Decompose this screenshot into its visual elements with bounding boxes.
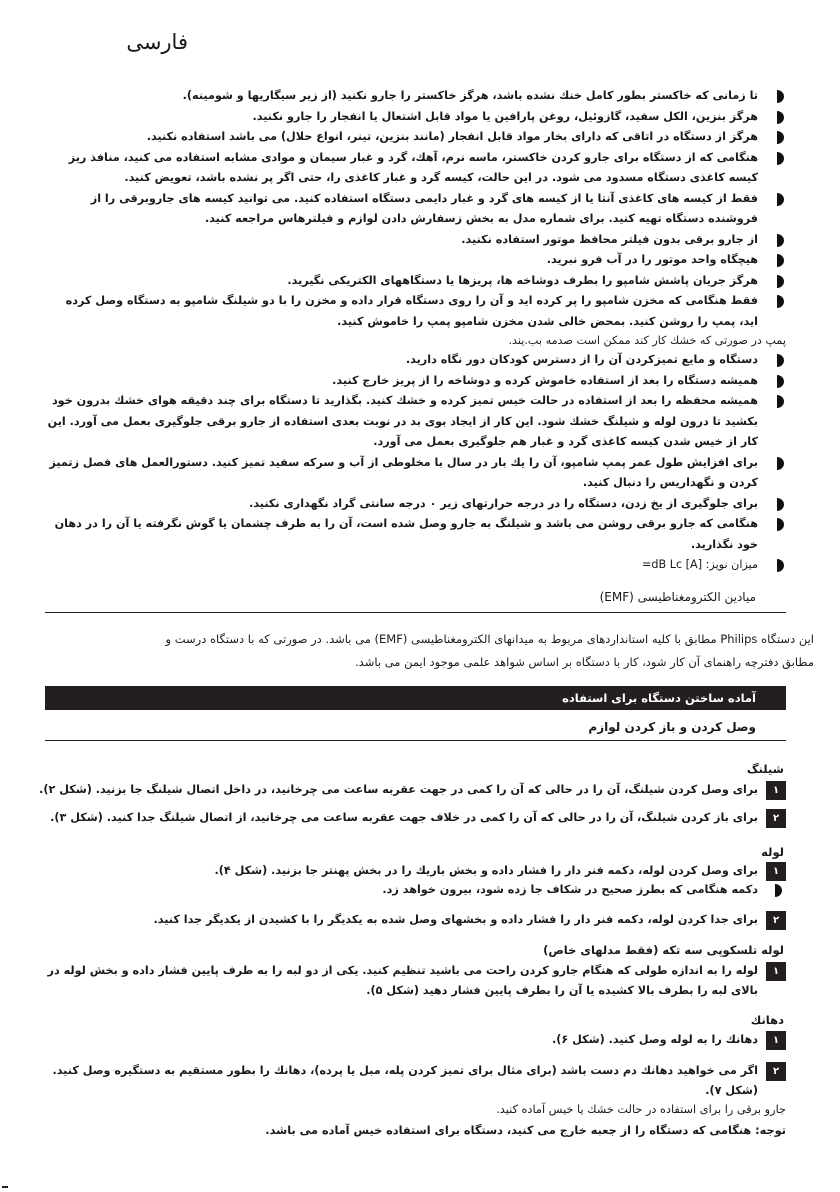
emf-paragraph-line: این دستگاه Philips مطابق با کلیه استانداردهای مربوط به میدانهای الکترومغناطیسی (EMF) می باشد. در صورتی که با دستگاه درست و (165, 632, 814, 646)
emf-paragraph (44, 628, 814, 674)
list-item-text: تا زمانی که خاکستر بطور کامل خنك نشده باشد، هرگز خاکستر را جارو نکنید (از زیر سیگاریها و شومینه). (182, 89, 758, 102)
crop-mark (2, 1186, 8, 1188)
list-item-text: هنگامی که از دستگاه برای جارو کردن خاکستر، ماسه نرم، آهك، گرد و غبار سیمان و موادی مشابه استفاده می کنید، منافذ ریز کیسه کاغذی دستگاه مسدود می شود. در این حالت، کیسه گرد و غبار کاغذی را، حتی اگر پر نشده باشد، تعویض کنید. (68, 150, 758, 184)
emf-paragraph-line: مطابق دفترچه راهنمای آن کار شود، کار با دستگاه بر اساس شواهد علمی موجود ایمن می باشد. (355, 655, 814, 669)
step-item (26, 780, 786, 800)
list-item (44, 371, 786, 392)
bullet-icon (777, 295, 784, 308)
list-item (44, 250, 786, 271)
telescopic-heading: لوله تلسکوپی سه تکه (فقط مدلهای خاص) (543, 943, 784, 957)
step-number-badge: ۲ (766, 911, 786, 930)
step-number-badge: ۱ (766, 962, 786, 981)
note-text: توجه: هنگامی که دستگاه را از جعبه خارج می کنید، دستگاه برای استفاده خیس آماده می باشد. (265, 1124, 786, 1137)
list-item (44, 230, 786, 251)
list-item-text: برای افزایش طول عمر پمپ شامپو، آن را یك بار در سال با مخلوطی از آب و سرکه سفید تمیز کنید. دستورالعمل های فصل زتمیز کردن و نگهداریس را دنبال کنید. (49, 455, 758, 489)
subsection-title: وصل کردن و باز کردن لوازم (588, 720, 756, 734)
step-number-badge: ۱ (766, 862, 786, 881)
list-item-text: همیشه محفظه را بعد از استفاده در حالت خیس تمیز کرده و خشك کنید. بگذارید تا دستگاه برای چند دقیقه هوای خشك بدرون خود بکشید تا درون لوله و شیلنگ خشك شود. این کار از ایجاد بوی بد در نوبت بعدی استفاده از جارو برقی جلوگیری بعمل می آورد. این کار از خیس شدن کیسه کاغذی گرد و غبار هم جلوگیری بعمل می آورد. (47, 394, 758, 448)
bullet-icon (777, 395, 784, 408)
step-item (26, 1061, 786, 1101)
list-item-text: فقط از کیسه های کاغذی آنتا یا از کیسه های گرد و غبار دایمی دستگاه استفاده کنید. می توانید کیسه های جاروبرقی را از فروشنده دستگاه تهیه کنید. برای شماره مدل به بخش زسفارش دادن لوازم و فیلترهاس مراجعه کنید. (90, 191, 758, 225)
hose-heading: شیلنگ (746, 762, 784, 776)
step-number-badge: ۱ (766, 1031, 786, 1050)
step-item (26, 1030, 786, 1050)
list-item (44, 555, 786, 576)
bullet-icon (777, 193, 784, 206)
section-header-bar: آماده ساختن دستگاه برای استفاده (45, 686, 786, 710)
tube-heading: لوله (761, 845, 784, 859)
bullet-icon (777, 234, 784, 247)
list-item-text: هرگز بنزین، الکل سفید، گازوئیل، روغن پارافین یا مواد قابل اشتعال یا انفجار را جارو نکنید. (252, 109, 758, 123)
list-item (44, 189, 786, 230)
list-item (44, 86, 786, 107)
bullet-icon (777, 131, 784, 144)
bullet-icon (777, 152, 784, 165)
list-item-text: از جارو برقی بدون فیلتر محافظ موتور استفاده نکنید. (461, 232, 758, 246)
page-language-title: فارسی (126, 30, 188, 54)
list-item-text: فقط هنگامی که مخزن شامپو را پر کرده اید و آن را روی دستگاه قرار داده و مخزن را با دو شیلنگ شامپو به دستگاه وصل کرده اید، پمپ را روشن کنید. بمحض خالی شدن مخزن شامپو پمپ را خاموش کنید. (65, 294, 758, 328)
divider (45, 740, 786, 741)
list-item (44, 107, 786, 128)
divider (45, 612, 786, 613)
bullet-icon (777, 498, 784, 511)
step-text: برای وصل کردن شیلنگ، آن را در حالی که آن را کمی در جهت عقربه ساعت می چرخانید، در داخل اتصال شیلنگ جا بزنید. (شکل ۲). (39, 783, 758, 796)
bullet-icon (777, 518, 784, 531)
bullet-icon (777, 559, 784, 572)
noise-level-text: میزان نویز: [A] dB Lc= (642, 558, 758, 571)
pump-note: پمپ در صورتی که خشك کار کند ممکن است صدمه بب.یند. (508, 334, 786, 347)
emf-heading: میادین الکترومغناطیسی (EMF) (599, 590, 756, 604)
step-number-badge: ۲ (766, 809, 786, 828)
list-item (44, 291, 786, 332)
list-item-text: هرگز جریان پاشش شامپو را بطرف دوشاخه ها، پریزها یا دستگاههای الکتریکی نگیرید. (287, 273, 758, 287)
bullet-icon (775, 884, 782, 897)
list-item (44, 271, 786, 292)
sub-bullet-text: دکمه هنگامی که بطرز صحیح در شکاف جا زده شود، بیرون خواهد زد. (382, 883, 758, 896)
step-text: دهانك را به لوله وصل کنید. (شکل ۶). (552, 1033, 758, 1046)
step-item (26, 961, 786, 1001)
nozzle-heading: دهانك (750, 1013, 784, 1027)
list-item (44, 453, 786, 494)
list-item (44, 514, 786, 555)
step-number-badge: ۲ (766, 1062, 786, 1081)
bullet-icon (777, 275, 784, 288)
list-item-text: برای جلوگیری از یخ زدن، دستگاه را در درجه حرارتهای زیر ۰ درجه سانتی گراد نگهداری نکنید. (249, 496, 758, 510)
bullet-icon (777, 375, 784, 388)
bullet-icon (777, 90, 784, 103)
list-item-text: هنگامی که جارو برقی روشن می باشد و شیلنگ به جارو وصل شده است، آن را به طرف چشمان یا گوش نگرفته یا آن را در دهان خود نگذارید. (54, 517, 758, 551)
step-number-badge: ۱ (766, 781, 786, 800)
step-text: برای باز کردن شیلنگ، آن را در حالی که آن را کمی در خلاف جهت عقربه ساعت می چرخانید، از اتصال شیلنگ جدا کنید. (شکل ۳). (50, 811, 758, 824)
step-text: لوله را به اندازه طولی که هنگام جارو کردن راحت می باشید تنظیم کنید. یکی از دو لبه را به طرف پایین فشار داده و بخش لوله در بالای لبه را بطرف بالا کشیده یا آن را بطرف پایین فشار دهید (شکل ۵). (47, 964, 758, 997)
list-item-text: همیشه دستگاه را بعد از استفاده خاموش کرده و دوشاخه را از پریز خارج کنید. (332, 373, 758, 387)
dry-wet-prep-text: جارو برقی را برای استفاده در حالت خشك یا خیس آماده کنید. (496, 1103, 786, 1116)
bullet-icon (777, 254, 784, 267)
list-item (44, 148, 786, 189)
step-item (26, 910, 786, 930)
safety-list (44, 86, 786, 576)
list-item (44, 494, 786, 515)
list-item-text: هیچگاه واحد موتور را در آب فرو نبرید. (546, 253, 758, 266)
step-item (26, 861, 786, 881)
list-item (44, 350, 786, 371)
step-text: اگر می خواهید دهانك دم دست باشد (برای مثال برای تمیز کردن پله، مبل یا پرده)، دهانك را بطور مستقیم به دستگیره وصل کنید. (شکل ۷). (52, 1064, 758, 1097)
bullet-icon (777, 354, 784, 367)
list-item-text: هرگز از دستگاه در اتاقی که دارای بخار مواد قابل انفجار (مانند بنزین، تینر، انواع حلال) می باشد استفاده نکنید. (146, 130, 758, 143)
step-text: برای جدا کردن لوله، دکمه فنر دار را فشار داده و بخشهای وصل شده به یکدیگر را با کشیدن از یکدیگر جدا کنید. (153, 913, 758, 926)
sub-bullet-item (26, 880, 786, 900)
list-item-text: دستگاه و مایع تمیزکردن آن را از دسترس کودکان دور نگاه دارید. (405, 353, 758, 366)
step-text: برای وصل کردن لوله، دکمه فنر دار را فشار داده و بخش باریك را در بخش پهنتر جا بزنید. (شکل ۴). (214, 864, 758, 877)
list-item (44, 127, 786, 148)
bullet-icon (777, 457, 784, 470)
bullet-icon (777, 111, 784, 124)
step-item (26, 808, 786, 828)
list-item (44, 391, 786, 453)
